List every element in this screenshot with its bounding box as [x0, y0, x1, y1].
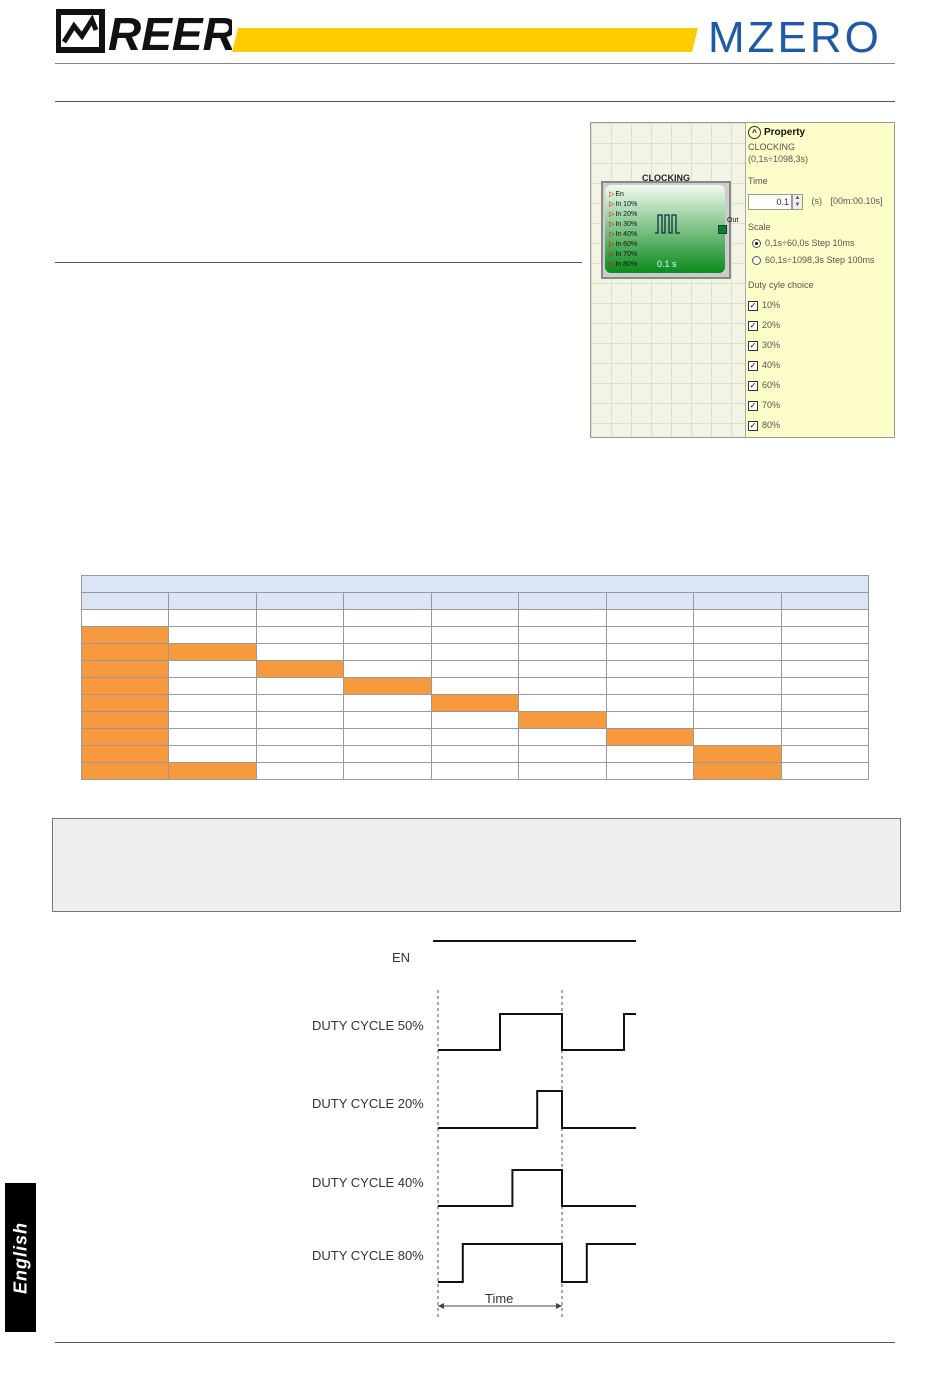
table-cell [256, 729, 343, 746]
block-input-pin: ▷ En [609, 190, 624, 198]
time-spinner[interactable]: ▲ ▼ [792, 194, 803, 210]
footer-rule [55, 1342, 895, 1343]
duty-label: Duty cyle choice [748, 280, 814, 290]
table-cell [256, 627, 343, 644]
table-cell [694, 729, 781, 746]
table-cell [169, 695, 256, 712]
trace-label: DUTY CYCLE 20% [312, 1096, 424, 1111]
table-row [82, 610, 869, 627]
table-cell [606, 746, 693, 763]
output-pin [718, 225, 727, 234]
table-cell [256, 695, 343, 712]
header-rule [55, 63, 895, 64]
table-row [82, 712, 869, 729]
time-label: Time [748, 176, 768, 186]
arrow-right-icon [556, 1303, 562, 1309]
block-time-value: 0.1 s [657, 259, 677, 269]
table-cell-active [694, 763, 781, 780]
table-cell [431, 678, 518, 695]
table-header-cell [344, 593, 431, 610]
table-cell [519, 661, 606, 678]
checkbox-checked-icon[interactable]: ✓ [749, 360, 757, 370]
table-cell [694, 661, 781, 678]
scale-option-coarse[interactable]: 60,1s÷1098,3s Step 100ms [752, 255, 875, 265]
table-cell [82, 610, 169, 627]
block-input-pin: ▷ In 40% [609, 230, 637, 238]
table-row [82, 729, 869, 746]
table-cell [781, 661, 869, 678]
table-header-cell [82, 593, 169, 610]
table-cell-active [82, 661, 169, 678]
table-cell [344, 695, 431, 712]
timing-diagram [300, 930, 650, 1320]
duty-option[interactable]: ✓ 20% [749, 320, 781, 330]
table-cell [781, 746, 869, 763]
table-cell-active [82, 763, 169, 780]
table-cell [606, 627, 693, 644]
table-cell-active [169, 763, 256, 780]
table-row [82, 627, 869, 644]
duty-option[interactable]: ✓ 10% [749, 300, 781, 310]
table-cell [781, 729, 869, 746]
scale-label: Scale [748, 222, 771, 232]
checkbox-checked-icon[interactable]: ✓ [749, 340, 757, 350]
table-cell-active [344, 678, 431, 695]
table-cell [519, 627, 606, 644]
trace-label: DUTY CYCLE 80% [312, 1248, 424, 1263]
table-header-cell [256, 593, 343, 610]
checkbox-checked-icon[interactable]: ✓ [749, 320, 757, 330]
table-header-cell [169, 593, 256, 610]
table-title-row [82, 576, 869, 593]
table-cell-active [694, 746, 781, 763]
time-row [748, 194, 883, 210]
duty-option[interactable]: ✓ 30% [749, 340, 781, 350]
checkbox-checked-icon[interactable]: ✓ [749, 420, 757, 430]
table-cell [431, 763, 518, 780]
checkbox-checked-icon[interactable]: ✓ [749, 400, 757, 410]
brand-name: REER [108, 8, 232, 54]
header-accent-bar [232, 28, 698, 59]
table-cell [344, 610, 431, 627]
table-cell [344, 627, 431, 644]
trace-label: DUTY CYCLE 50% [312, 1018, 424, 1033]
table-cell [431, 627, 518, 644]
table-cell [606, 695, 693, 712]
timing-waveforms [300, 930, 650, 1320]
table-cell-active [82, 678, 169, 695]
table-cell [431, 746, 518, 763]
table-cell [256, 610, 343, 627]
radio-icon[interactable] [752, 256, 761, 265]
table-cell [606, 678, 693, 695]
table-cell [606, 610, 693, 627]
table-header-cell [694, 593, 781, 610]
block-input-pin: ▷ In 30% [609, 220, 637, 228]
collapse-icon[interactable]: ^ [748, 126, 761, 139]
table-cell [344, 661, 431, 678]
duty-option[interactable]: ✓ 80% [749, 420, 781, 430]
product-name: MZERO [708, 18, 882, 56]
table-cell [606, 712, 693, 729]
reer-logo-icon [56, 8, 232, 54]
section-rule [55, 101, 895, 102]
en-label: EN [392, 950, 411, 965]
table-cell [169, 661, 256, 678]
table-cell [694, 610, 781, 627]
output-label: Out [727, 217, 739, 224]
table-cell [606, 644, 693, 661]
table-cell [431, 644, 518, 661]
table-cell [519, 763, 606, 780]
table-cell [694, 712, 781, 729]
radio-selected-icon[interactable] [752, 239, 761, 248]
table-row [82, 678, 869, 695]
brand-logo [56, 8, 232, 54]
table-cell-active [82, 712, 169, 729]
table-cell-active [82, 746, 169, 763]
table-cell-active [82, 627, 169, 644]
time-range: (0,1s÷1098,3s) [748, 154, 808, 164]
table-cell [431, 729, 518, 746]
block-input-pin: ▷ In 10% [609, 200, 637, 208]
table-cell [256, 678, 343, 695]
table-cell [781, 678, 869, 695]
table-cell-active [82, 644, 169, 661]
duty-option[interactable]: ✓ 70% [749, 400, 781, 410]
period-label: Time [485, 1291, 514, 1306]
table-cell [169, 627, 256, 644]
duty-option[interactable]: ✓ 60% [749, 380, 781, 390]
table-row [82, 746, 869, 763]
clocking-property-screenshot [590, 122, 895, 438]
table-cell [519, 678, 606, 695]
table-cell [256, 644, 343, 661]
table-cell [606, 763, 693, 780]
table-cell [694, 627, 781, 644]
property-header [748, 126, 805, 139]
table-cell [431, 661, 518, 678]
arrow-left-icon [438, 1303, 444, 1309]
language-label: English [10, 1221, 30, 1294]
table-cell [169, 678, 256, 695]
checkbox-checked-icon[interactable]: ✓ [749, 380, 757, 390]
table-cell [694, 678, 781, 695]
duty-cycle-table [81, 575, 869, 780]
table-cell [781, 627, 869, 644]
product-logo [708, 18, 896, 56]
table-cell [519, 746, 606, 763]
table-row [82, 661, 869, 678]
table-cell [256, 763, 343, 780]
table-header-cell [519, 593, 606, 610]
block-input-pin: ▷ In 80% [609, 260, 637, 268]
table-cell [694, 644, 781, 661]
table-cell [781, 712, 869, 729]
scale-option-fine[interactable]: 0,1s÷60,0s Step 10ms [752, 238, 855, 248]
table-cell [781, 644, 869, 661]
table-cell [781, 763, 869, 780]
clocking-block[interactable] [601, 173, 739, 279]
table-header-cell [431, 593, 518, 610]
table-cell [344, 644, 431, 661]
table-cell [169, 729, 256, 746]
subsection-rule [55, 262, 582, 263]
table-cell-active [256, 661, 343, 678]
waveform-trace [438, 1170, 636, 1206]
table-cell [344, 763, 431, 780]
table-cell [169, 610, 256, 627]
language-tab [5, 1183, 36, 1332]
block-input-pin: ▷ In 20% [609, 210, 637, 218]
time-input[interactable]: 0.1 [748, 194, 792, 210]
design-canvas [591, 123, 745, 437]
duty-option[interactable]: ✓ 40% [749, 360, 781, 370]
table-cell [344, 712, 431, 729]
table-cell-active [82, 695, 169, 712]
block-input-pin: ▷ In 60% [609, 240, 637, 248]
table-cell-active [82, 729, 169, 746]
table-cell-active [169, 644, 256, 661]
table-cell [344, 729, 431, 746]
table-header-cell [606, 593, 693, 610]
property-title: Property [764, 127, 806, 139]
table-cell [169, 746, 256, 763]
table-cell [606, 661, 693, 678]
property-panel [745, 123, 895, 437]
table-cell [344, 746, 431, 763]
table-cell [519, 729, 606, 746]
pulse-train-icon [655, 213, 681, 235]
table-cell-active [606, 729, 693, 746]
block-title: CLOCKING [642, 173, 690, 183]
trace-label: DUTY CYCLE 40% [312, 1175, 424, 1190]
waveform-trace [438, 1244, 636, 1282]
table-cell-active [519, 712, 606, 729]
function-name: CLOCKING [748, 142, 796, 152]
table-cell [256, 746, 343, 763]
table-cell [519, 644, 606, 661]
table-cell [519, 610, 606, 627]
table-row [82, 695, 869, 712]
table-cell [781, 695, 869, 712]
block-body [605, 185, 725, 273]
time-unit: (s) [811, 196, 823, 207]
table-cell [519, 695, 606, 712]
waveform-trace [438, 1014, 636, 1050]
table-header-cell [781, 593, 869, 610]
table-cell [431, 610, 518, 627]
table-cell [169, 712, 256, 729]
table-cell [256, 712, 343, 729]
table-cell [694, 695, 781, 712]
block-input-pin: ▷ In 70% [609, 250, 637, 258]
table-row [82, 763, 869, 780]
table-cell-active [431, 695, 518, 712]
table-cell [781, 610, 869, 627]
table-row [82, 644, 869, 661]
waveform-trace [438, 1091, 636, 1128]
table-cell [431, 712, 518, 729]
time-readout: [00m:00.10s] [830, 196, 883, 207]
note-box [52, 818, 901, 912]
checkbox-checked-icon[interactable]: ✓ [749, 300, 757, 310]
